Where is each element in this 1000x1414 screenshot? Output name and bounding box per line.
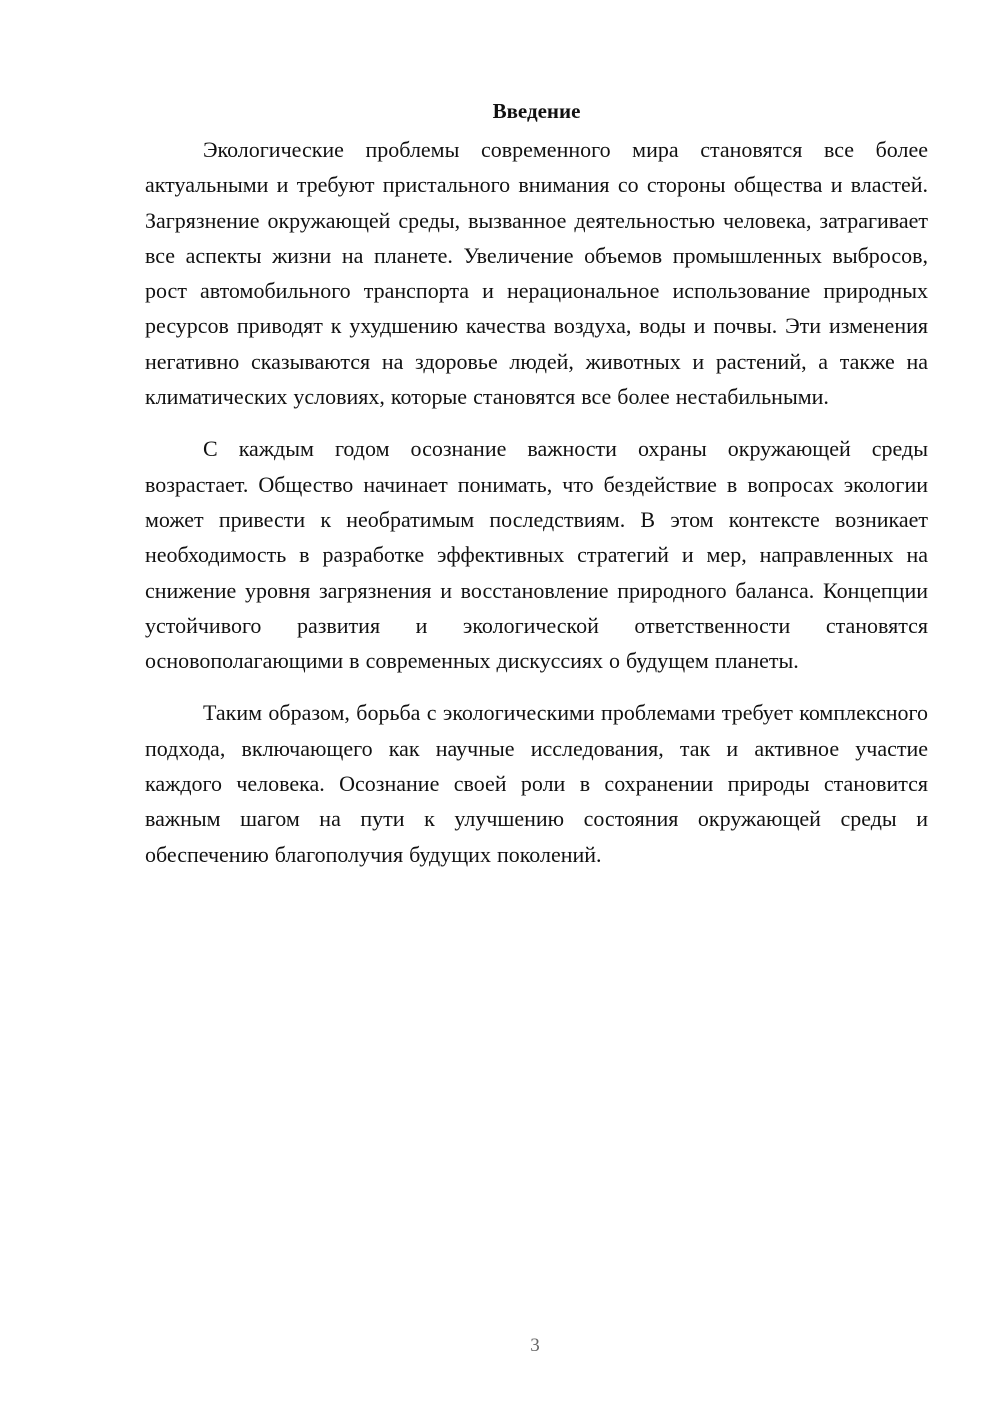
section-heading: Введение [492,99,581,123]
paragraph-3: Таким образом, борьба с экологическими проблемами требует комплексного подхода, включающего как научные исследования, так и активное участие каждого человека. Осознание своей роли в сохранении природы становится важным шагом на пути к улучшению состояния окружающей среды и обеспечению благополучия будущих поколений. [145,700,928,867]
paragraph-2: С каждым годом осознание важности охраны окружающей среды возрастает. Общество начинает понимать, что бездействие в вопросах экологии может привести к необратимым последствиям. В этом контексте возникает необходимость в разработке эффективных стратегий и мер, направленных на снижение уровня загрязнения и восстановление природного баланса. Концепции устойчивого развития и экологической ответственности становятся основополагающими в современных дискуссиях о будущем планеты. [145,436,928,674]
paragraph-1: Экологические проблемы современного мира становятся все более актуальными и требуют пристального внимания со стороны общества и властей. Загрязнение окружающей среды, вызванное деятельностью человека, затрагивает все аспекты жизни на планете. Увеличение объемов промышленных выбросов, рост автомобильного транспорта и нерациональное использование природных ресурсов приводят к ухудшению качества воздуха, воды и почвы. Эти изменения негативно сказываются на здоровье людей, животных и растений, а также на климатических условиях, которые становятся все более нестабильными. [145,137,928,410]
page-number: 3 [530,1335,540,1356]
page-content [145,94,928,872]
